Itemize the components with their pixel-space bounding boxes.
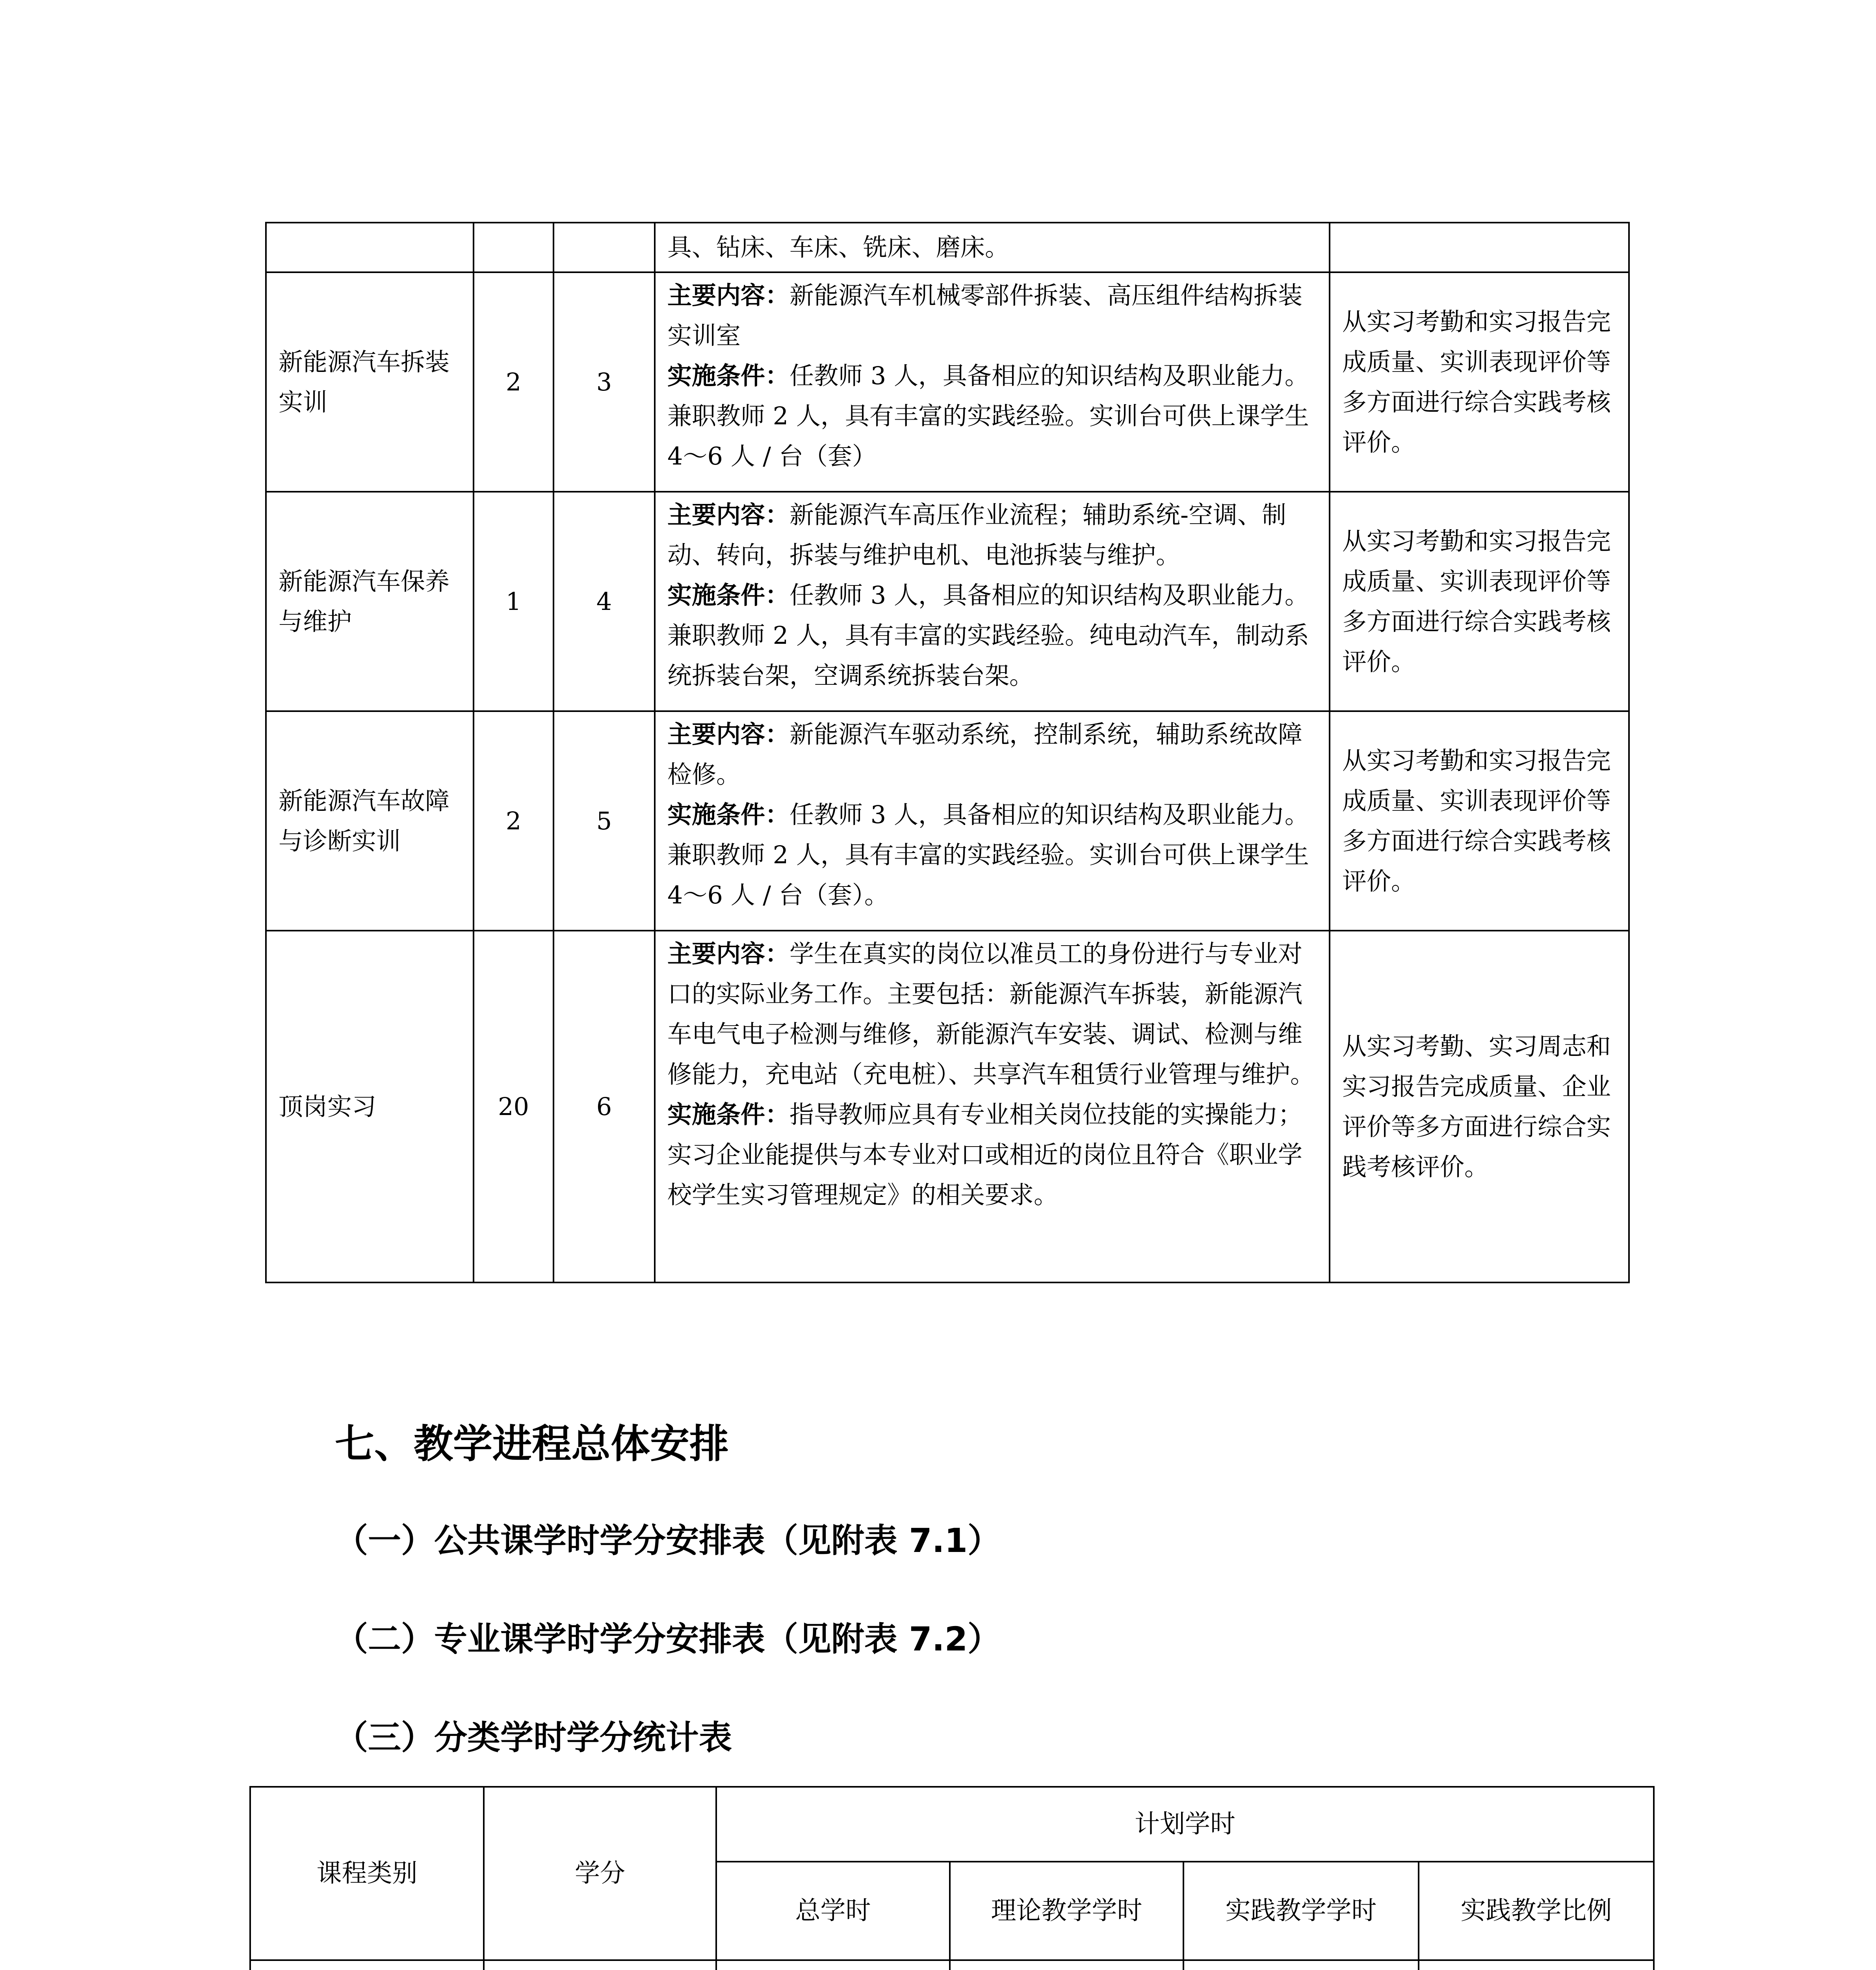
semester-cell [554,223,655,272]
hours-credits-stats-table [249,1786,1655,1970]
table-row [266,931,1629,1282]
content-label: 主要内容： [667,500,790,529]
assessment-cell: 从实习考勤、实习周志和实习报告完成质量、企业评价等多方面进行综合实践考核评价。 [1330,931,1629,1282]
header-planned-hours: 计划学时 [716,1787,1654,1862]
header-row [250,1787,1654,1862]
credits-cell [484,1960,716,1970]
practice-ratio-cell [1419,1960,1654,1970]
credits-cell: 1 [474,492,554,711]
semester-cell: 4 [554,492,655,711]
content-text: 新能源汽车机械零部件拆装、高压组件结构拆装实训室 [667,281,1303,350]
semester-cell: 3 [554,272,655,492]
course-name-cell: 新能源汽车保养与维护 [266,492,474,711]
semester-cell: 6 [554,931,655,1282]
credits-cell: 20 [474,931,554,1282]
practice-hours-cell [1183,1960,1419,1970]
content-cell: 具、钻床、车床、铣床、磨床。 [655,223,1330,272]
header-category: 课程类别 [250,1787,484,1960]
subsection-title-stats: （三）分类学时学分统计表 [335,1718,732,1757]
table-row [266,711,1629,931]
assessment-cell: 从实习考勤和实习报告完成质量、实训表现评价等多方面进行综合实践考核评价。 [1330,711,1629,931]
content-cell [655,492,1330,711]
table-row [266,223,1629,272]
section-title: 七、教学进程总体安排 [335,1421,729,1467]
course-name-cell: 新能源汽车拆装实训 [266,272,474,492]
condition-label: 实施条件： [667,581,790,610]
assessment-cell [1330,223,1629,272]
content-text: 新能源汽车高压作业流程；辅助系统-空调、制动、转向，拆装与维护电机、电池拆装与维护。 [667,500,1286,569]
content-text: 新能源汽车驱动系统，控制系统，辅助系统故障检修。 [667,720,1303,789]
course-name-cell: 新能源汽车故障与诊断实训 [266,711,474,931]
header-theory-hours: 理论教学学时 [950,1862,1183,1960]
condition-text: 指导教师应具有专业相关岗位技能的实操能力；实习企业能提供与本专业对口或相近的岗位且符合《职业学校学生实习管理规定》的相关要求。 [667,1100,1303,1209]
credits-cell: 2 [474,711,554,931]
condition-label: 实施条件： [667,800,790,829]
credits-cell: 2 [474,272,554,492]
content-cell [655,711,1330,931]
assessment-cell: 从实习考勤和实习报告完成质量、实训表现评价等多方面进行综合实践考核评价。 [1330,272,1629,492]
subsection-title-major-courses: （二）专业课学时学分安排表（见附表 7.2） [335,1620,1001,1658]
condition-text: 任教师 3 人，具备相应的知识结构及职业能力。兼职教师 2 人，具有丰富的实践经验。实训台可供上课学生 4～6 人 / 台（套）。 [667,800,1309,909]
subsection-title-public-courses: （一）公共课学时学分安排表（见附表 7.1） [335,1521,1001,1560]
content-cell [655,931,1330,1282]
header-total-hours: 总学时 [716,1862,950,1960]
condition-text: 任教师 3 人，具备相应的知识结构及职业能力。兼职教师 2 人，具有丰富的实践经验。实训台可供上课学生 4～6 人 / 台（套） [667,361,1309,470]
condition-label: 实施条件： [667,361,790,390]
condition-label: 实施条件： [667,1100,790,1129]
theory-hours-cell [950,1960,1183,1970]
content-text: 学生在真实的岗位以准员工的身份进行与专业对口的实际业务工作。主要包括：新能源汽车拆装，新能源汽车电气电子检测与维修，新能源汽车安装、调试、检测与维修能力，充电站（充电桩）、共享汽车租赁行业管理与维护。 [667,939,1315,1089]
condition-text: 任教师 3 人，具备相应的知识结构及职业能力。兼职教师 2 人，具有丰富的实践经验。纯电动汽车，制动系统拆装台架，空调系统拆装台架。 [667,581,1309,690]
assessment-cell: 从实习考勤和实习报告完成质量、实训表现评价等多方面进行综合实践考核评价。 [1330,492,1629,711]
table-row [266,492,1629,711]
practical-training-table [265,222,1630,1283]
content-label: 主要内容： [667,939,790,968]
header-practice-hours: 实践教学学时 [1183,1862,1419,1960]
header-practice-ratio: 实践教学比例 [1419,1862,1654,1960]
category-cell [250,1960,484,1970]
course-name-cell: 顶岗实习 [266,931,474,1282]
content-label: 主要内容： [667,281,790,310]
table-row [266,272,1629,492]
content-cell [655,272,1330,492]
table-row [250,1960,1654,1970]
course-name-cell [266,223,474,272]
content-label: 主要内容： [667,720,790,749]
semester-cell: 5 [554,711,655,931]
header-credits: 学分 [484,1787,716,1960]
total-hours-cell [716,1960,950,1970]
credits-cell [474,223,554,272]
